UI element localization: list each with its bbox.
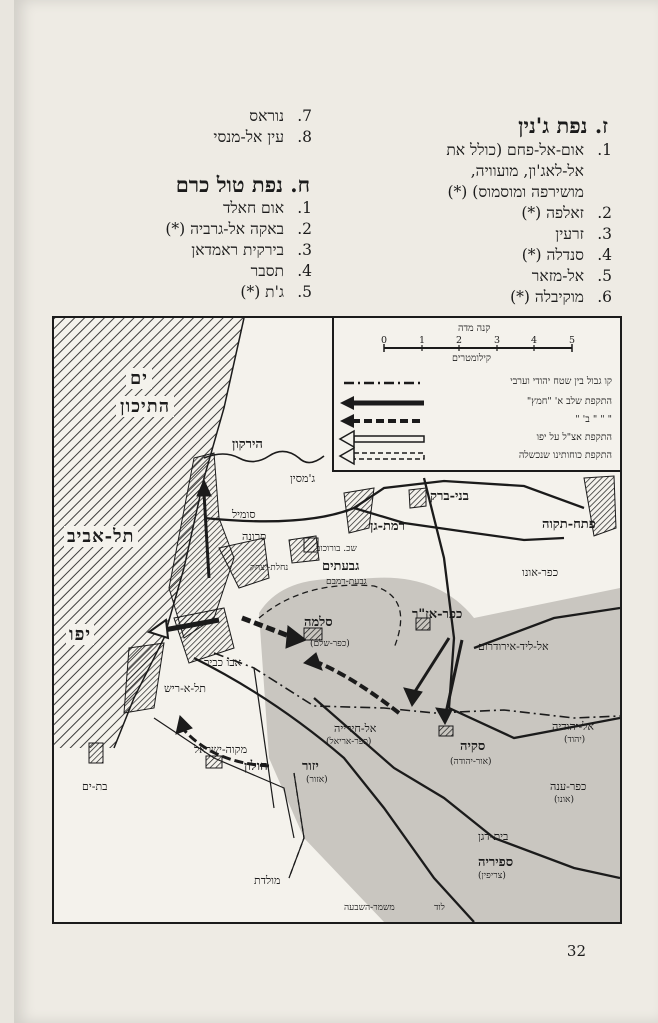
place-label: כפר-ענה — [550, 780, 587, 793]
legend-item-etzel-jaffa: התקפת אצ"ל על יפו — [536, 432, 612, 443]
item-line: אום חאלד — [222, 199, 284, 217]
item-line: זאלפה (*) — [521, 204, 584, 222]
list-item: 1. אום-אל-פחם (כולל את אל-לאג'ון, מועוויה, מושירפה ומוסמוס) (*) — [446, 141, 612, 201]
place-label: (אור-יהודה) — [450, 757, 492, 767]
item-line: באקה אל-גרביה (*) — [165, 220, 284, 238]
scale-tick: 0 — [381, 335, 388, 346]
place-label: סומיל — [232, 508, 256, 521]
section-h-heading: ח. נפת טול כרם — [175, 172, 310, 197]
list-item: 3. זרעין — [555, 225, 612, 243]
place-label: בית-דגן — [478, 830, 509, 843]
scale-tick: 1 — [419, 335, 426, 346]
place-label: סקיה — [460, 739, 486, 754]
item-line: אל-מזאר — [531, 267, 584, 285]
scale-tick: 5 — [569, 335, 576, 346]
battle-map — [52, 316, 622, 924]
section-g-heading: ז. נפת ג'נין — [518, 113, 608, 138]
place-label: אל-חירייה — [334, 722, 377, 735]
place-label: תל-א-ריש — [164, 682, 206, 695]
place-label: (אזור) — [306, 775, 328, 785]
item-line: אל-לאג'ון, מועוויה, — [470, 162, 584, 180]
legend-item-phase-a: התקפת שלב א' "חמץ" — [526, 396, 612, 407]
place-label: פתח-תקוה — [542, 517, 596, 532]
scale-unit: קילומטרים — [452, 353, 491, 364]
place-label: (אונו) — [554, 795, 574, 805]
item-line: מושירפה ומוסמוס) (*) — [447, 183, 584, 201]
place-label: (כפר-שלם) — [310, 639, 350, 649]
place-label: בת-ים — [82, 780, 108, 793]
place-label: ג'מסין — [290, 472, 316, 485]
item-line: בירקית ראמדאן — [191, 241, 284, 259]
place-label: רמת-גן — [370, 519, 406, 534]
list-item: 7. נוראס — [249, 107, 312, 125]
place-label: מולדת — [254, 874, 281, 887]
section-g-cont-list — [213, 106, 312, 148]
item-line: סנדלה (*) — [521, 246, 584, 264]
road-label: משמר-השבעה — [344, 903, 395, 913]
item-line: ג'ת (*) — [240, 283, 284, 301]
river-label: הירקון — [232, 437, 263, 452]
place-label: סלמה — [304, 615, 333, 630]
list-item: 8. עין אל-מנסי — [213, 128, 312, 146]
place-label: שכ. בורוכוב — [316, 544, 357, 554]
list-item: 5. אל-מזאר — [531, 267, 612, 285]
list-item: 5. ג'ת (*) — [240, 283, 312, 301]
place-label: (צריפין) — [478, 871, 506, 881]
list-item: 2. זאלפה (*) — [521, 204, 612, 222]
place-label: ספיריה — [478, 855, 514, 870]
list-item: 1. אום חאלד — [222, 199, 312, 217]
place-label: גבעתים — [322, 559, 360, 574]
item-line: נוראס — [249, 107, 284, 125]
sea-label: התיכון — [116, 396, 174, 417]
item-line: זרעין — [555, 225, 584, 243]
scale-tick: 2 — [456, 335, 463, 346]
legend-item-phase-b: " " " ב' " — [575, 414, 612, 425]
place-label: חולון — [244, 759, 268, 774]
item-line: אום-אל-פחם (כולל את — [446, 141, 584, 159]
list-item: 2. באקה אל-גרביה (*) — [165, 220, 312, 238]
place-label: אל-ליד-אירודרום — [478, 640, 549, 653]
place-label: אל-יהודיה — [552, 720, 594, 733]
place-label: יפו — [66, 624, 94, 645]
list-item: 3. בירקית ראמדאן — [191, 241, 312, 259]
place-label: יזור — [302, 759, 319, 774]
legend-item-failed-attack: התקפת כוחותינו שנכשלה — [518, 450, 612, 461]
item-line: מוקיבלה (*) — [510, 288, 584, 306]
sea-label: ים — [126, 368, 152, 389]
section-g-list — [446, 140, 612, 308]
map-legend — [332, 318, 620, 472]
page-number: 32 — [566, 942, 586, 960]
item-line: עין אל-מנסי — [213, 128, 284, 146]
place-label: גבעת-רמבם — [326, 577, 367, 587]
place-label: אבו כביר — [204, 656, 242, 669]
yarkon-river — [204, 451, 324, 462]
place-label: סרונה — [242, 530, 267, 543]
place-label: מקוה-ישראל — [194, 743, 248, 756]
place-label: כפר-אונו — [522, 566, 559, 579]
place-label: תל-אביב — [64, 526, 138, 547]
list-item: 6. מוקיבלה (*) — [510, 288, 612, 306]
list-item: 4. תסבר — [250, 262, 312, 280]
scale-tick: 4 — [531, 335, 538, 346]
legend-item-border: קו גבול בין שטח יהודי וערבי — [510, 376, 612, 387]
place-label: בני-ברק — [430, 489, 469, 504]
scale-title: קנה מדה — [458, 323, 491, 334]
scale-tick: 3 — [494, 335, 501, 346]
place-label: (יהוד) — [564, 735, 586, 745]
place-label: נחלת-יצחק — [250, 563, 289, 573]
road-label: לוד — [434, 903, 445, 913]
item-line: תסבר — [250, 262, 284, 280]
section-h-list — [165, 198, 312, 303]
place-label: כפר-אז"ר — [412, 607, 463, 622]
list-item: 4. סנדלה (*) — [521, 246, 612, 264]
place-label: (כפר-אריאל) — [326, 737, 372, 747]
